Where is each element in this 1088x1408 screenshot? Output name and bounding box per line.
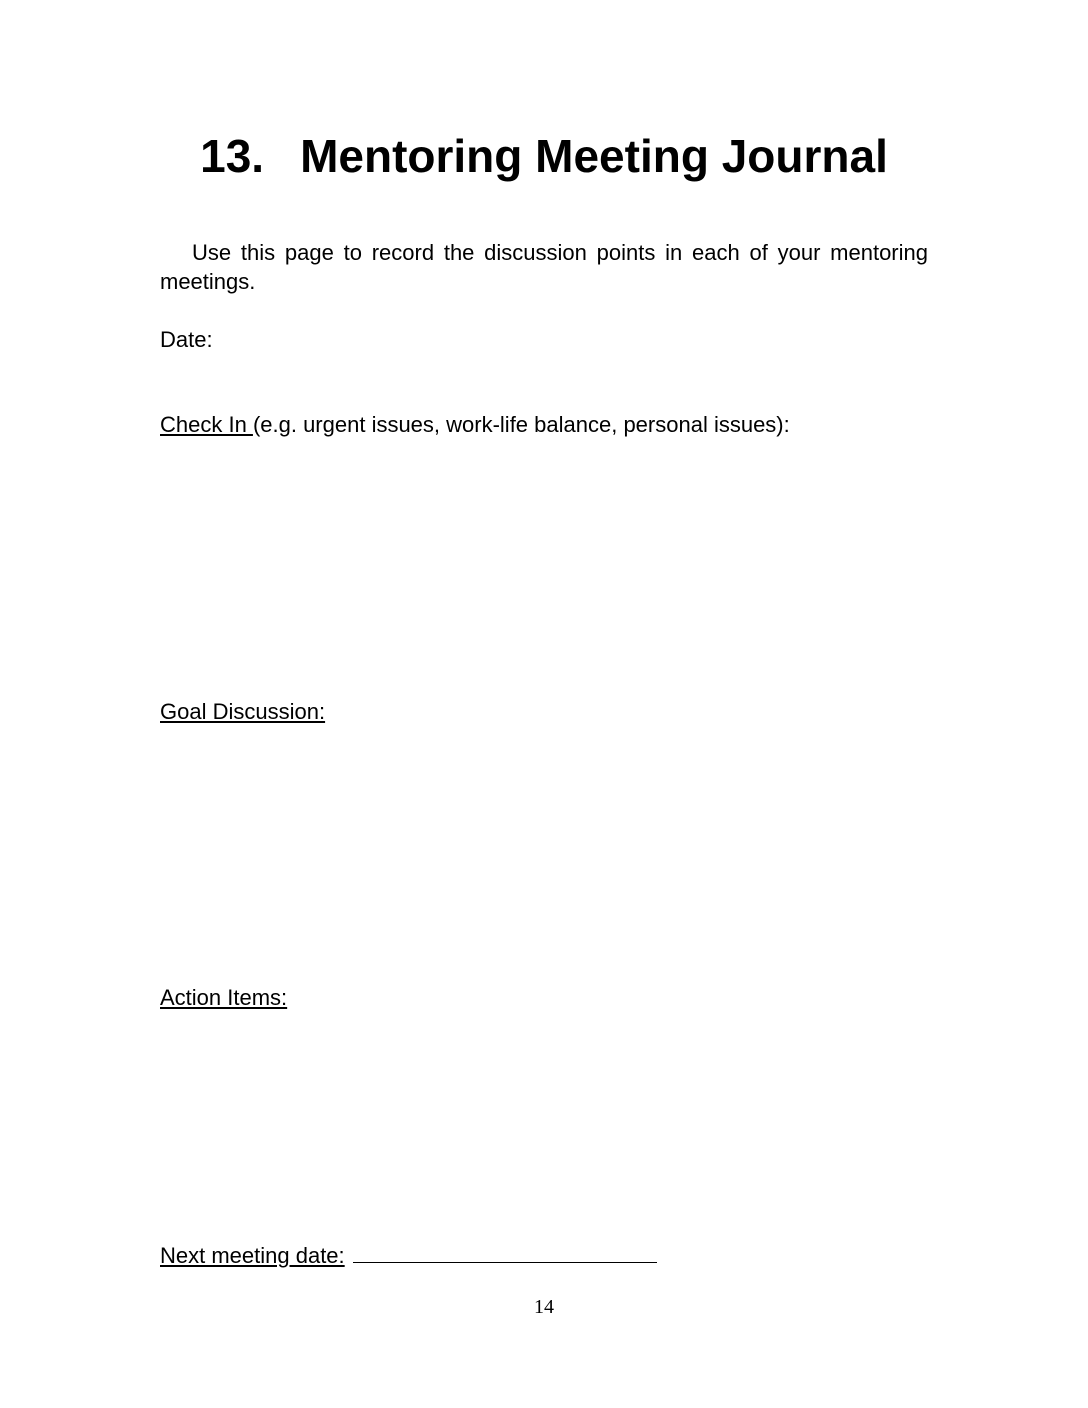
date-label: Date: bbox=[160, 327, 213, 352]
section-number: 13. bbox=[200, 130, 265, 182]
next-meeting-label: Next meeting date: bbox=[160, 1243, 345, 1268]
check-in-label: Check In bbox=[160, 412, 253, 437]
next-meeting-section bbox=[160, 1240, 657, 1270]
check-in-hint: (e.g. urgent issues, work-life balance, personal issues): bbox=[252, 412, 790, 437]
goal-discussion-label: Goal Discussion: bbox=[160, 699, 326, 724]
page-number: 14 bbox=[534, 1296, 554, 1318]
next-meeting-date-blank bbox=[353, 1240, 657, 1263]
intro-paragraph: Use this page to record the discussion points in each of your mentoring meetings. bbox=[160, 240, 928, 294]
action-items-label: Action Items: bbox=[160, 985, 288, 1010]
page-title bbox=[0, 126, 1088, 186]
goal-discussion-section bbox=[160, 697, 325, 726]
section-title: Mentoring Meeting Journal bbox=[300, 130, 888, 182]
action-items-section bbox=[160, 983, 287, 1012]
check-in-section bbox=[160, 410, 790, 439]
